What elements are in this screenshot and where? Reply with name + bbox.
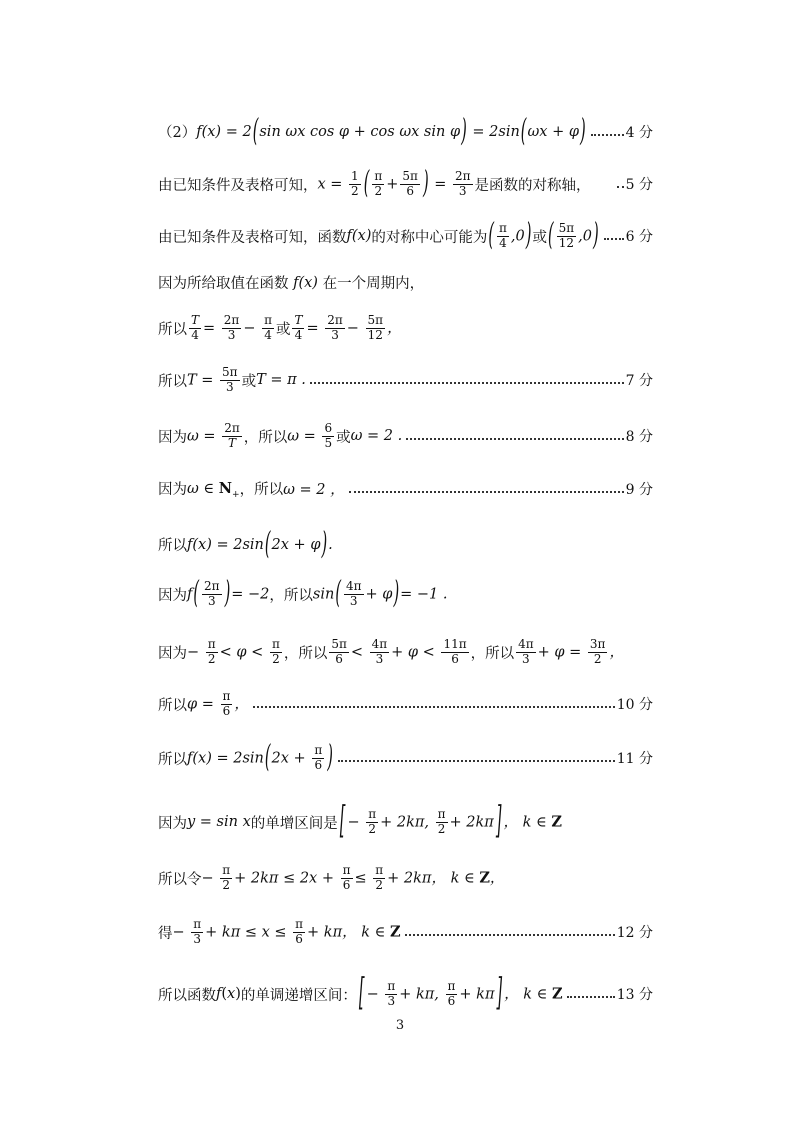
increasing-interval: [ − $\frac{\pi}{3}$ + kπ, $\frac{\pi}{6}$ + kπ ] ， k ∈ Z xyxy=(358,973,563,1016)
line-text: 得 xyxy=(158,925,173,942)
line-text: 所以 xyxy=(158,373,187,390)
dot-leader xyxy=(405,934,615,936)
center-candidates-2: ( $\frac{5\pi}{12}$ ,0) xyxy=(547,219,599,254)
score-label: 9 分 xyxy=(625,481,653,498)
solution-line-9 xyxy=(158,527,653,562)
solution-line-3 xyxy=(158,219,653,254)
line-text: 因为 xyxy=(158,587,187,604)
line-text-2: 的单增区间是 xyxy=(250,815,338,832)
score-label: 13 分 xyxy=(616,987,653,1004)
inequality-setup: − $\frac{\pi}{2}$ + 2kπ ≤ 2x + $\frac{\pi}{6}$ ≤ $\frac{\pi}{2}$ + 2kπ， k ∈ Z， xyxy=(201,863,505,892)
line-text-2: ，所以 xyxy=(243,429,288,446)
equation-f-expanded: f(x) = 2(sin ωx cos φ + cos ωx sin φ) = 2sin(ωx + φ) xyxy=(196,114,586,149)
x-range-solution: − $\frac{\pi}{3}$ + kπ ≤ x ≤ $\frac{\pi}{6}$ + kπ， k ∈ Z xyxy=(172,917,401,946)
phi-value: φ = $\frac{\pi}{6}$ ， xyxy=(187,689,249,718)
period-equation-1: $\frac{T}{4}$ = $\frac{2\pi}{3}$ − $\frac{\pi}{4}$ xyxy=(191,313,272,342)
line-text-2: ，所以 xyxy=(269,587,313,604)
dot-leader xyxy=(567,996,615,998)
final-function: f(x) = 2sin(2x + $\frac{\pi}{6}$ ) xyxy=(187,741,333,776)
function-fx: f(x) xyxy=(288,274,323,291)
dot-leader xyxy=(310,382,624,384)
line-text: 因为 xyxy=(158,429,187,446)
function-fx: f(x) xyxy=(346,228,372,245)
line-text-2: ，所以 xyxy=(239,482,284,498)
omega-domain: ω ∈ $N_+$ xyxy=(187,480,240,500)
or-word: 或 xyxy=(336,429,351,446)
equation-symmetry-axis: x = $\frac{1}{2}$ ( $\frac{\pi}{2}$ + $\frac{5\pi}{6}$ ) = $\frac{2\pi}{3}$ xyxy=(317,167,471,202)
score-label: 11 分 xyxy=(616,751,653,768)
period-value-1: T = $\frac{5\pi}{3}$ xyxy=(187,365,238,394)
solution-line-10 xyxy=(158,577,653,612)
dot-leader xyxy=(406,438,623,440)
omega-final: ω = 2 ， xyxy=(283,482,345,498)
or-word: 或 xyxy=(275,321,291,338)
phase-equation: $\frac{4\pi}{3}$ + φ = $\frac{3\pi}{2}$ ， xyxy=(518,637,624,666)
line-text-2: ，所以 xyxy=(283,645,328,662)
solution-line-13 xyxy=(158,741,653,776)
line-text: 所以 xyxy=(158,321,187,338)
line-text: 因为 xyxy=(158,645,187,662)
dot-leader xyxy=(591,134,624,136)
solution-line-17 xyxy=(158,973,653,1016)
line-text-2: 在一个周期内， xyxy=(322,276,425,292)
line-text: 所以 xyxy=(158,697,187,714)
score-label: 10 分 xyxy=(616,697,653,714)
line-text-3: ，所以 xyxy=(470,645,515,662)
phase-range: $\frac{5\pi}{6}$ < $\frac{4\pi}{3}$ + φ < $\frac{11\pi}{6}$ xyxy=(331,637,467,666)
solution-line-2 xyxy=(158,167,653,202)
or-word: 或 xyxy=(532,229,547,246)
score-label: 5 分 xyxy=(625,177,653,194)
dot-leader xyxy=(338,760,615,762)
solution-line-16 xyxy=(158,918,653,947)
function-value-condition: f( $\frac{2\pi}{3}$ )= −2 xyxy=(187,577,270,612)
line-text: 所以令 xyxy=(158,871,202,888)
sine-condition: sin( $\frac{4\pi}{3}$ + φ)= −1 . xyxy=(312,577,448,612)
sine-function: y = sin x xyxy=(187,814,251,831)
line-text: 因为 xyxy=(158,482,187,498)
line-text: 因为 xyxy=(158,815,187,832)
line-text: 由已知条件及表格可知，函数 xyxy=(158,229,347,246)
sine-increasing-interval: [ − $\frac{\pi}{2}$ + 2kπ, $\frac{\pi}{2}$ + 2kπ ] ， k ∈ Z xyxy=(339,801,562,844)
omega-value-1: ω = $\frac{6}{5}$ xyxy=(287,421,333,450)
part-label: （2） xyxy=(158,125,197,141)
omega-definition: ω = $\frac{2\pi}{T}$ xyxy=(187,421,240,450)
line-text: 所以函数 xyxy=(158,987,216,1004)
score-label: 6 分 xyxy=(625,229,653,246)
score-label: 8 分 xyxy=(625,429,653,446)
line-text-2: 是函数的对称轴， xyxy=(474,177,591,194)
solution-line-14 xyxy=(158,801,653,844)
period-value-2: T = π . xyxy=(256,372,306,389)
dot-leader xyxy=(604,238,624,240)
solution-line-4 xyxy=(158,272,653,293)
period-equation-2: $\frac{T}{4}$ = $\frac{2\pi}{3}$ − $\frac{5\pi}{12}$ ， xyxy=(294,313,402,342)
solution-line-7 xyxy=(158,422,653,451)
omega-value-2: ω = 2 . xyxy=(350,428,403,445)
solution-line-11 xyxy=(158,638,653,667)
function-with-omega: f(x) = 2sin(2x + φ). xyxy=(187,527,333,562)
score-label: 4 分 xyxy=(625,124,653,141)
line-text: 所以 xyxy=(158,538,187,554)
line-text-2: 的单调递增区间： xyxy=(240,987,357,1004)
or-word: 或 xyxy=(241,373,257,390)
line-text-2: 的对称中心可能为 xyxy=(371,229,488,246)
solution-line-1 xyxy=(158,114,653,149)
phi-range: − $\frac{\pi}{2}$ < φ < $\frac{\pi}{2}$ xyxy=(187,637,280,666)
solution-line-8 xyxy=(158,478,653,499)
dot-leader xyxy=(617,186,624,188)
score-label: 7 分 xyxy=(625,373,653,390)
line-text: 因为所给取值在函数 xyxy=(158,276,289,292)
line-text: 所以 xyxy=(158,751,187,768)
solution-line-12 xyxy=(158,690,653,719)
dot-leader xyxy=(253,706,615,708)
center-candidates: ( $\frac{\pi}{4}$ ,0) xyxy=(488,219,532,254)
solution-line-5 xyxy=(158,314,653,343)
function-fx: f(x) xyxy=(216,986,241,1003)
line-text: 由已知条件及表格可知， xyxy=(158,177,318,194)
dot-leader xyxy=(349,491,624,493)
page-number: 3 xyxy=(395,1018,405,1033)
solution-line-6 xyxy=(158,366,653,395)
solution-line-15 xyxy=(158,864,653,893)
score-label: 12 分 xyxy=(616,925,653,942)
